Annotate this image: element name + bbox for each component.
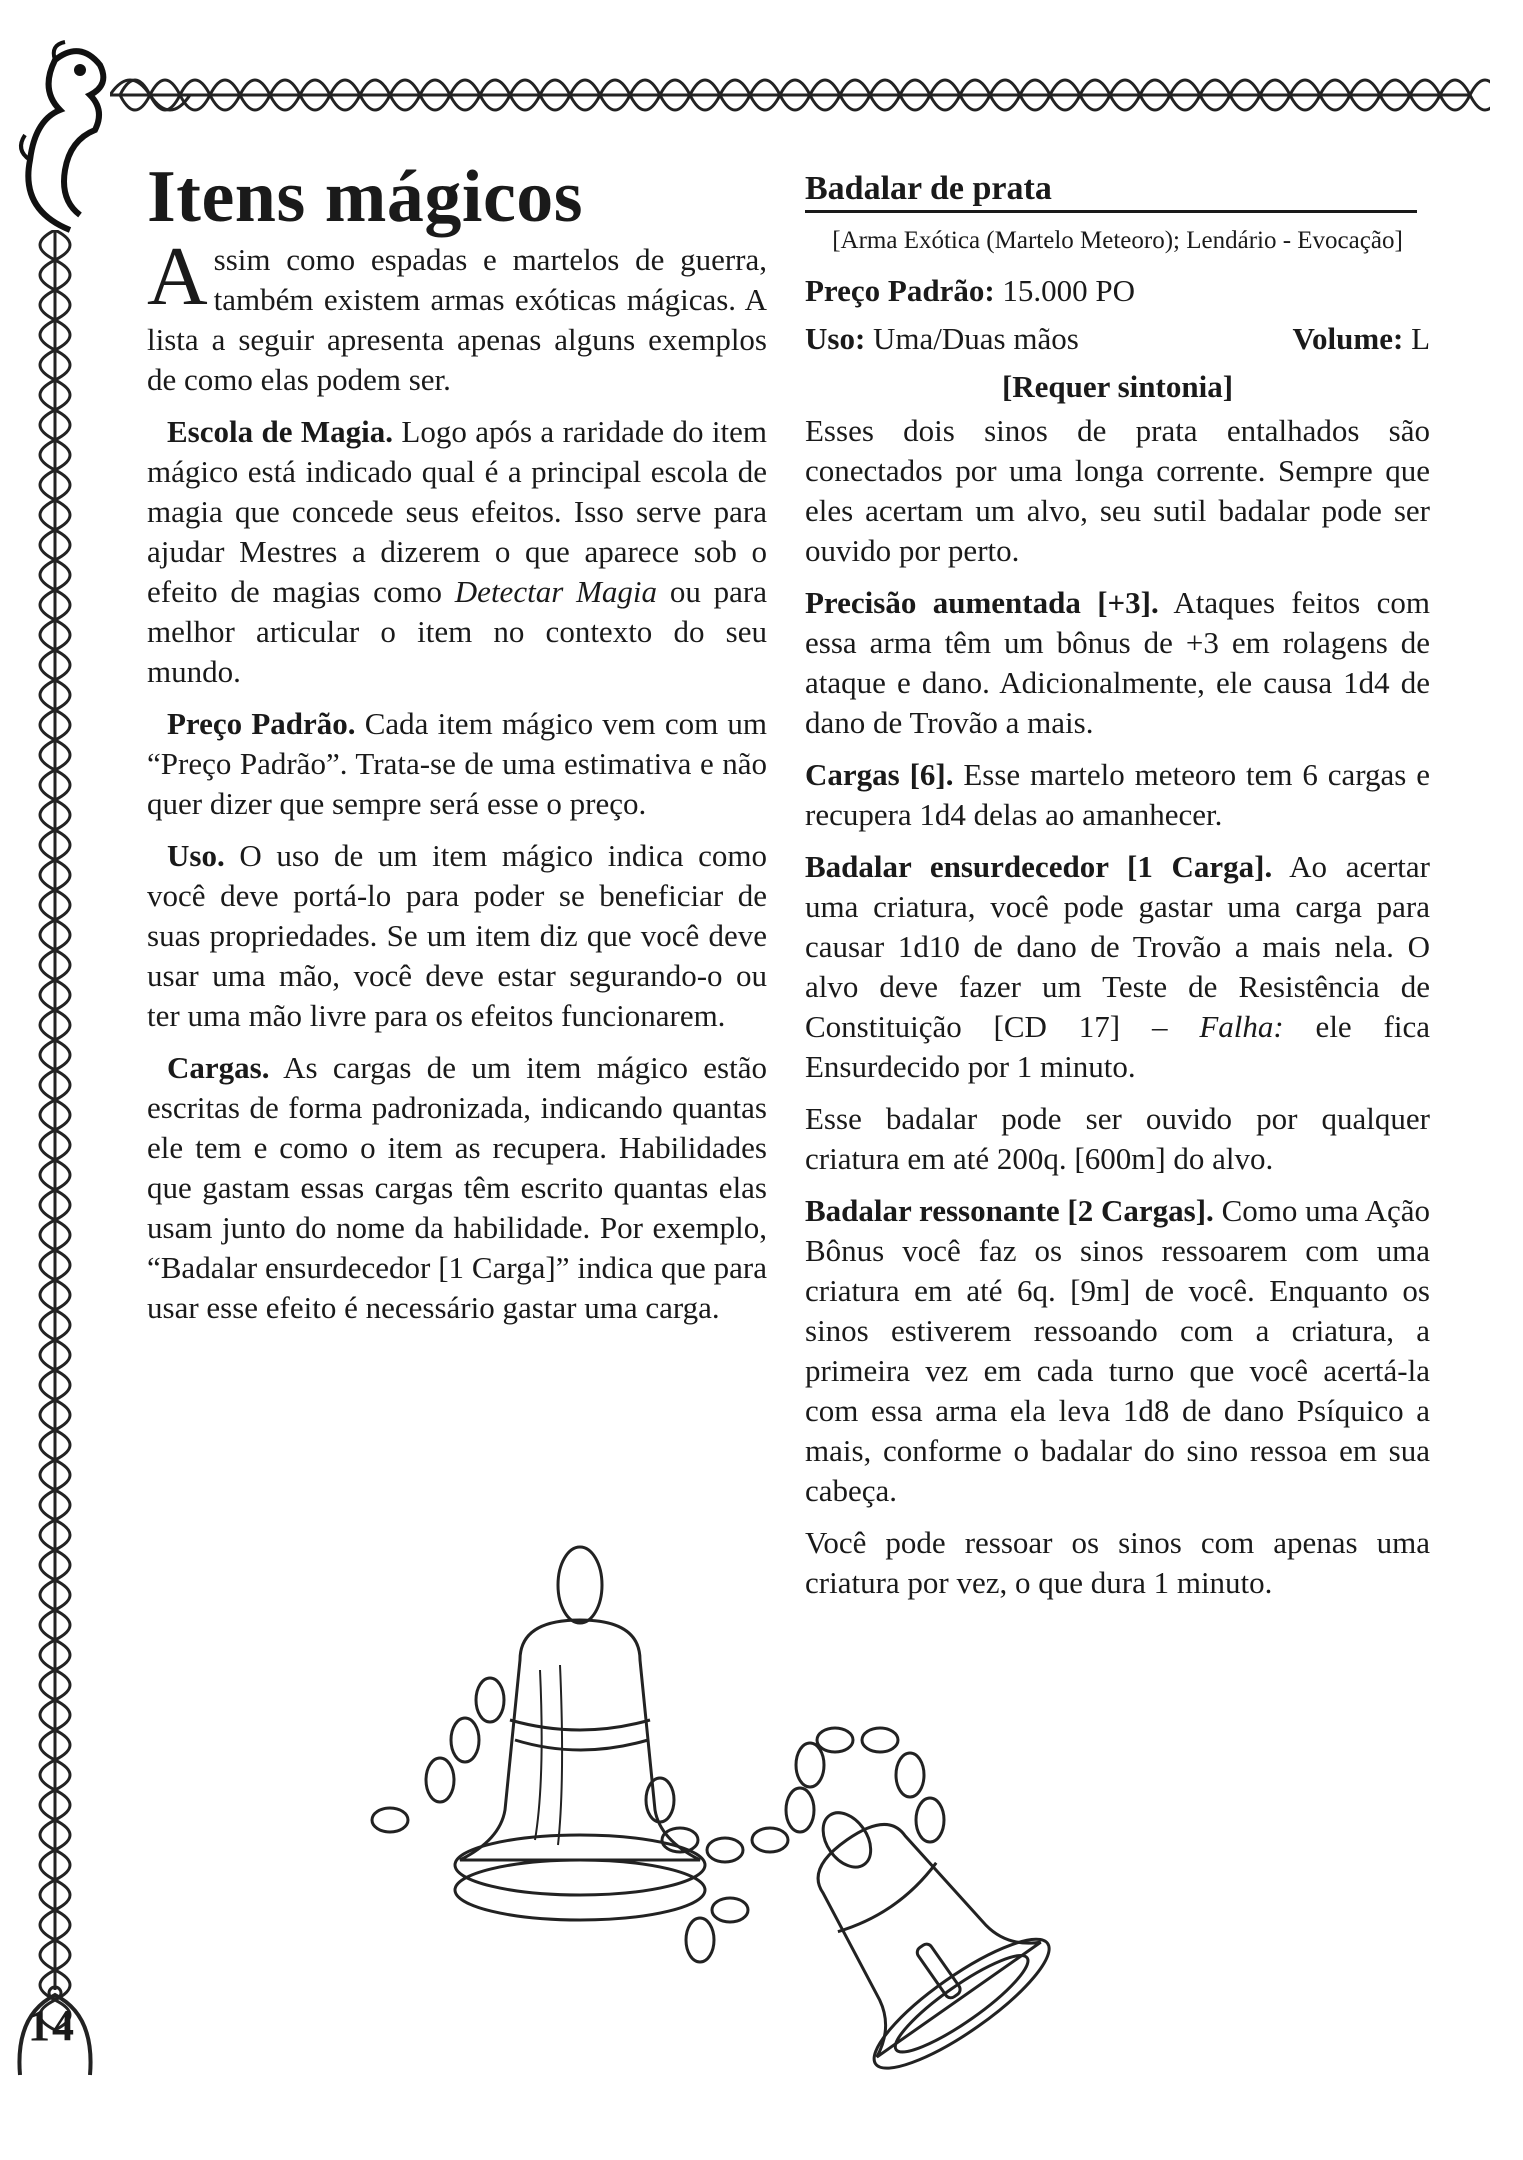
volume-label: Volume: <box>1292 321 1404 356</box>
item-charges-label: Cargas [6]. <box>805 757 954 792</box>
deafen-text: Ao acertar uma criatura, você pode gastar uma carga para causar 1d10 de dano de Trovão a mais nela. O alvo deve fazer um Teste de Resistência de Constituição [CD 17] – <box>805 849 1430 1044</box>
charges-paragraph <box>147 1048 767 1328</box>
precision-text: Ataques feitos com essa arma têm um bônus de +3 em rolagens de ataque e dano. Adicionalmente, ele causa 1d4 de dano de Trovão a mais. <box>805 585 1430 740</box>
price-paragraph <box>147 704 767 824</box>
school-label: Escola de Magia. <box>167 414 394 449</box>
charges-label: Cargas. <box>167 1050 270 1085</box>
volume-value: L <box>1403 321 1430 356</box>
item-charges-paragraph <box>805 755 1430 835</box>
school-paragraph <box>147 412 767 692</box>
deafen-text-2: ele fica Ensurdecido por 1 minuto. <box>805 1009 1430 1084</box>
silver-bells-illustration <box>370 1540 1120 2100</box>
price-label: Preço Padrão: <box>805 273 995 308</box>
price-text: Cada item mágico vem com um “Preço Padrão”. Trata-se de uma estimativa e não quer dizer que sempre será esse o preço. <box>147 706 767 821</box>
price-row <box>805 267 1430 315</box>
school-text-2: ou para melhor articular o item no contexto do seu mundo. <box>147 574 768 689</box>
charges-text: As cargas de um item mágico estão escritas de forma padronizada, indicando quantas ele tem e como o item as recupera. Habilidades que gastam essas cargas têm escrito quantas elas usam junto do nome da habilidade. Por exemplo, “Badalar ensurdecedor [1 Carga]” indica que para usar esse efeito é necessário gastar uma carga. <box>147 1050 767 1325</box>
item-subtitle: [Arma Exótica (Martelo Meteoro); Lendário - Evocação] <box>832 227 1403 254</box>
item-title: Badalar de prata <box>805 170 1417 213</box>
resonant-label: Badalar ressonante [2 Cargas]. <box>805 1193 1214 1228</box>
intro-paragraph <box>147 230 767 400</box>
precision-paragraph <box>805 583 1430 743</box>
right-column <box>805 170 1430 1615</box>
use-value: Uma/Duas mãos <box>865 321 1079 356</box>
school-text-1: Logo após a raridade do item mágico está indicado qual é a principal escola de magia que concede seus efeitos. Isso serve para ajudar Mestres a dizerem o que aparece sob o efeito de magias como <box>147 414 767 609</box>
intro-text: ssim como espadas e martelos de guerra, também existem armas exóticas mágicas. A lista a seguir apresenta apenas alguns exemplos de como elas podem ser. <box>147 242 767 397</box>
price-label: Preço Padrão. <box>167 706 356 741</box>
price-value: 15.000 PO <box>994 273 1136 308</box>
deafen-extra: Esse badalar pode ser ouvido por qualquer criatura em até 200q. [600m] do alvo. <box>805 1101 1430 1176</box>
deafen-paragraph <box>805 847 1430 1087</box>
item-description: Esses dois sinos de prata entalhados são conectados por uma longa corrente. Sempre que eles acertam um alvo, seu sutil badalar pode ser ouvido por perto. <box>805 413 1430 568</box>
corner-dragon-ornament <box>10 40 130 240</box>
use-label: Uso. <box>167 838 225 873</box>
use-text: O uso de um item mágico indica como você deve portá-lo para poder se beneficiar de suas propriedades. Se um item diz que você deve usar uma mão, você deve estar segurando-o ou ter uma mão livre para os efeitos funcionarem. <box>147 838 767 1033</box>
left-column <box>147 156 768 1340</box>
page-number: 14 <box>28 2001 76 2050</box>
use-label: Uso: <box>805 321 866 356</box>
use-volume-row <box>805 315 1430 363</box>
attunement-requirement: [Requer sintonia] <box>1001 369 1234 404</box>
left-ornamental-border <box>18 230 93 2040</box>
resonant-paragraph <box>805 1191 1430 1511</box>
deafen-label: Badalar ensurdecedor [1 Carga]. <box>805 849 1273 884</box>
item-charges-text: Esse martelo meteoro tem 6 cargas e recupera 1d4 delas ao amanhecer. <box>805 757 1431 832</box>
resonant-text: Como uma Ação Bônus você faz os sinos ressoarem com uma criatura em até 6q. [9m] de você. Enquanto os sinos estiverem ressoando com a criatura, a primeira vez em cada turno que você acertá-la com essa arma ela leva 1d8 de dano Psíquico a mais, conforme o badalar do sino ressoa em sua cabeça. <box>805 1193 1430 1508</box>
school-italic: Detectar Magia <box>454 574 658 609</box>
page-title: Itens mágicos <box>147 156 584 238</box>
use-paragraph <box>147 836 767 1036</box>
top-ornamental-border <box>110 55 1490 135</box>
deafen-italic: Falha: <box>1199 1009 1284 1044</box>
drop-cap: A <box>147 230 208 323</box>
resonant-extra: Você pode ressoar os sinos com apenas uma criatura por vez, o que dura 1 minuto. <box>805 1525 1430 1600</box>
precision-label: Precisão aumentada [+3]. <box>805 585 1159 620</box>
